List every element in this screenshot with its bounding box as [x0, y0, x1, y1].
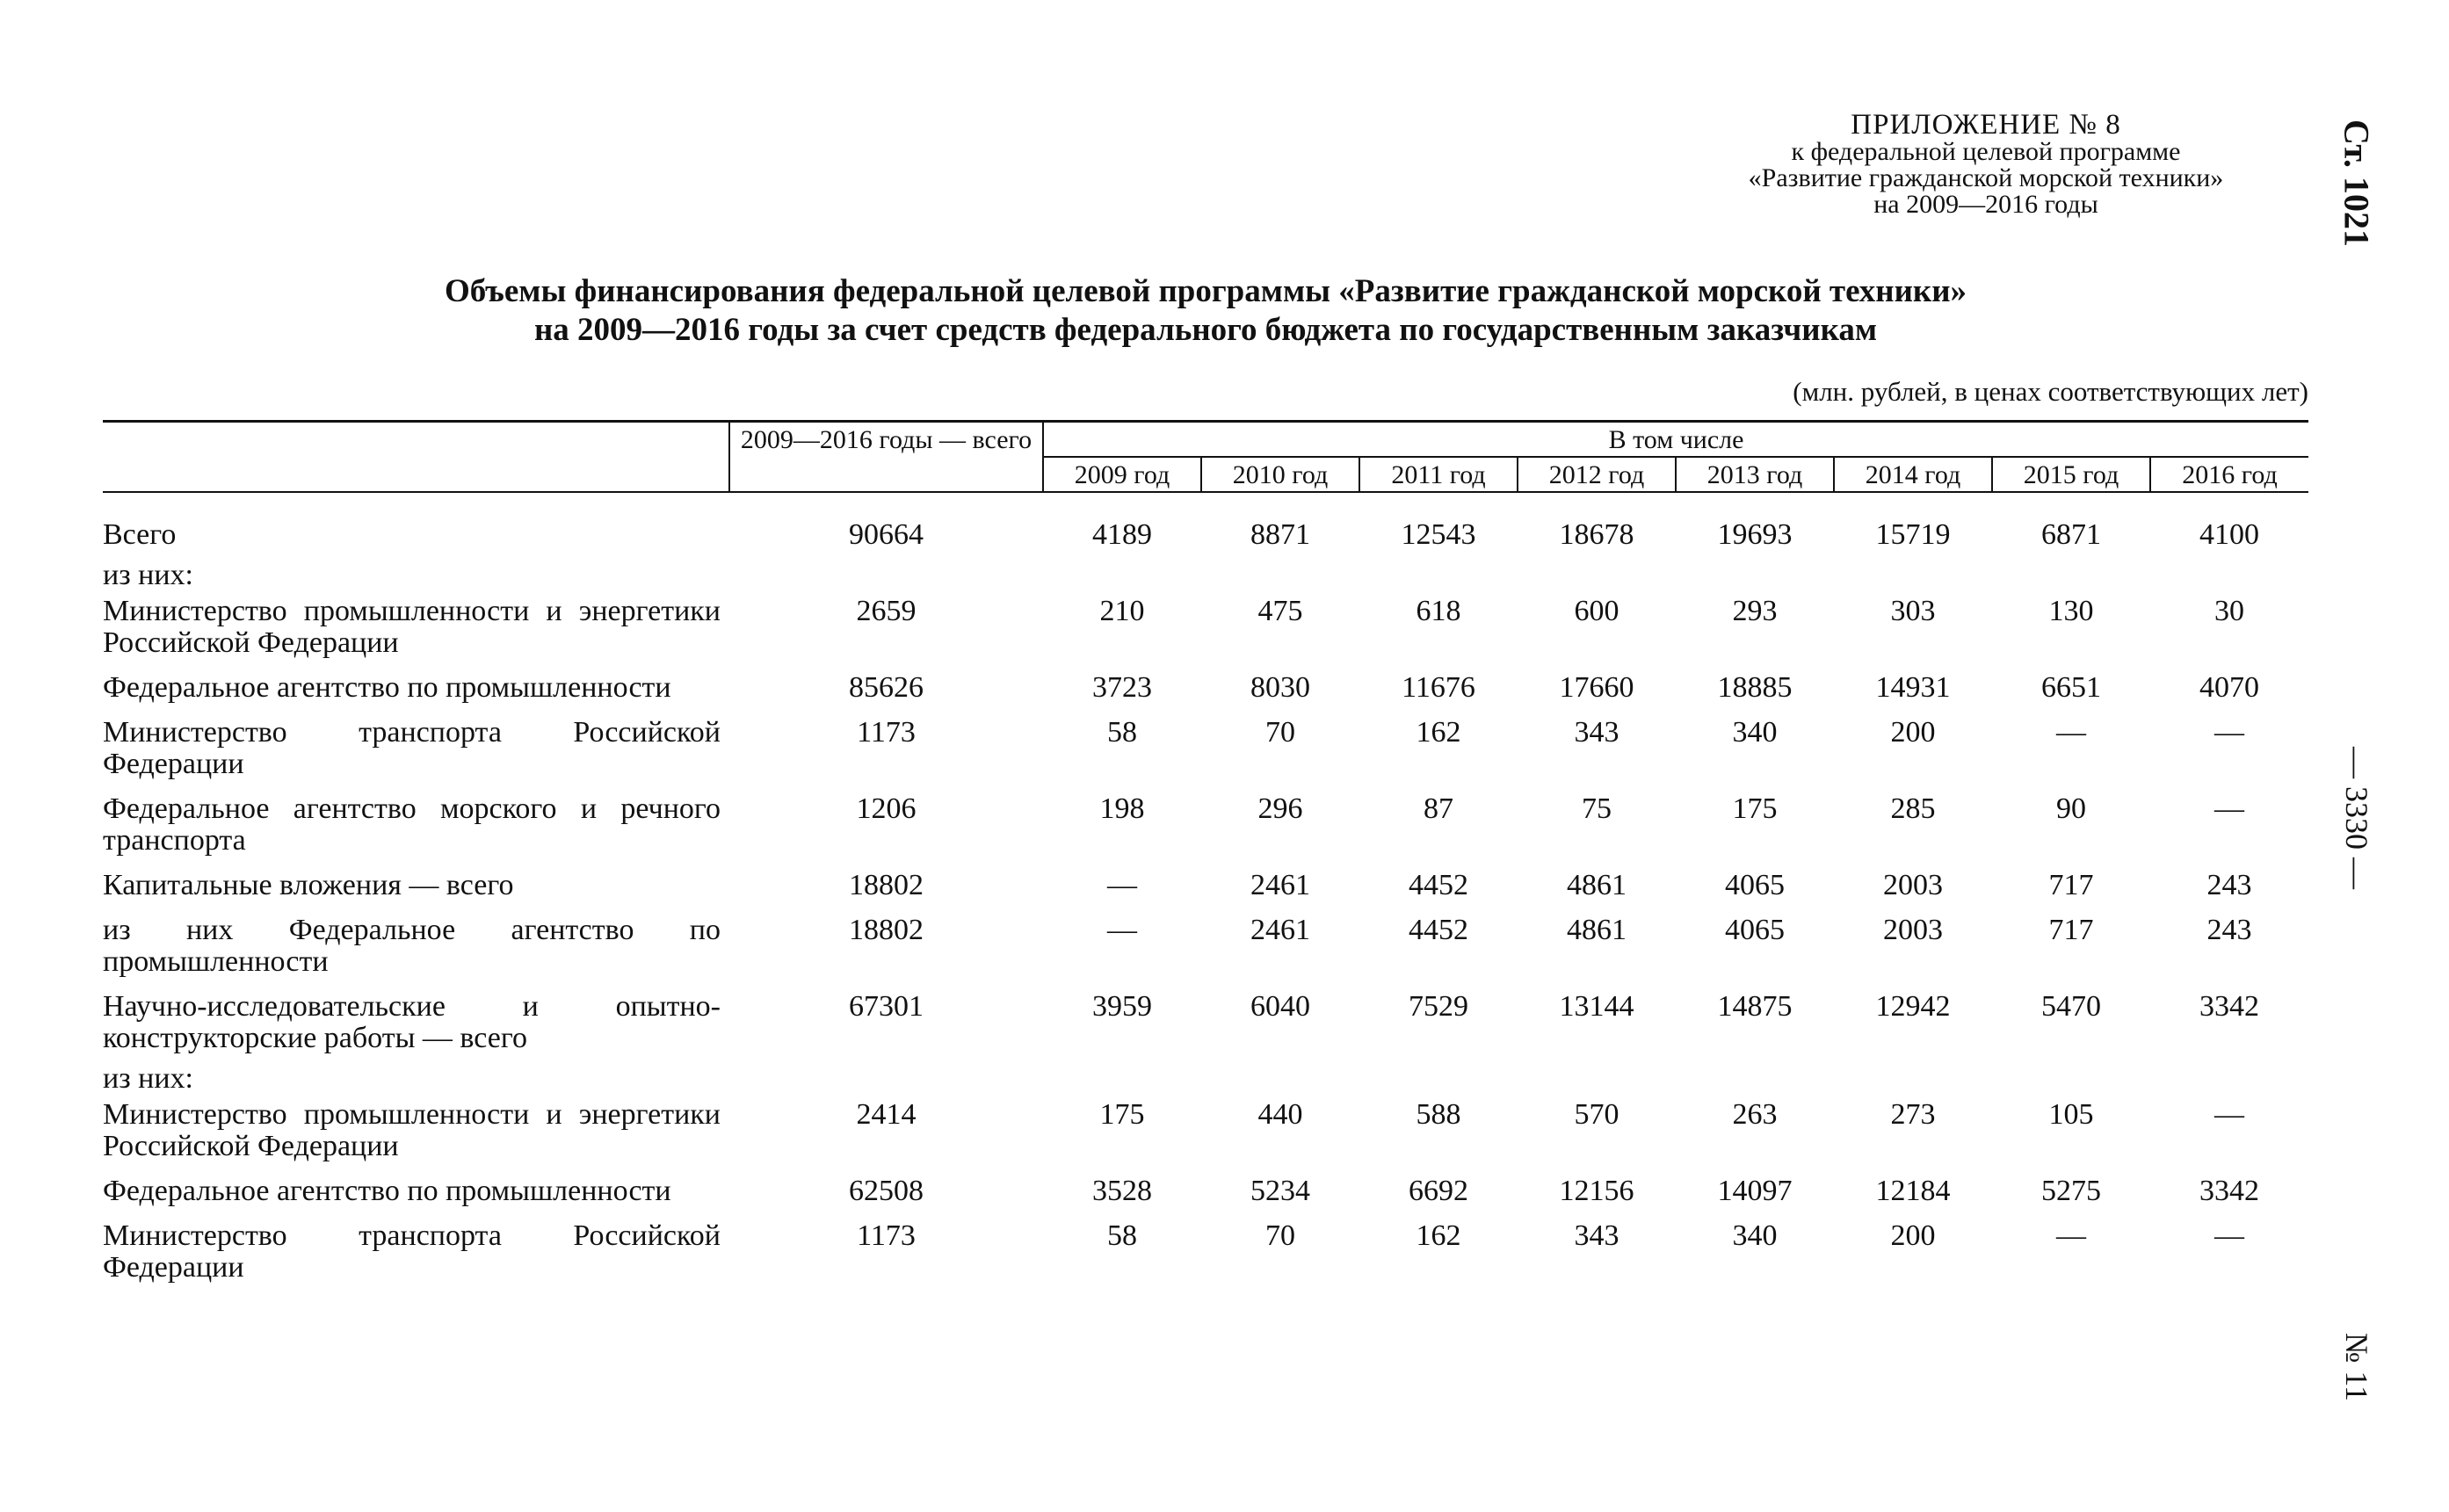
- row-value: 717: [2048, 914, 2094, 946]
- table-row: [103, 910, 2308, 987]
- row-value: 105: [2048, 1098, 2094, 1131]
- header-name-column: [103, 422, 729, 493]
- row-value: —: [2214, 716, 2244, 749]
- header-year: 2015 год: [1992, 457, 2150, 492]
- row-name: из них Федеральное агентство по промышленности: [103, 914, 721, 978]
- row-value: 75: [1582, 792, 1612, 825]
- row-name: Министерство транспорта Российской Федерации: [103, 716, 721, 780]
- row-name: Всего: [103, 518, 177, 551]
- row-total: 1173: [857, 1219, 916, 1252]
- row-name: из них:: [103, 559, 193, 591]
- appendix-block: [1652, 111, 2320, 218]
- row-name: из них:: [103, 1062, 193, 1095]
- row-value: —: [2214, 1219, 2244, 1252]
- row-value: 12156: [1559, 1175, 1634, 1207]
- page-number: — 3330 —: [2339, 747, 2374, 889]
- row-value: 296: [1257, 792, 1303, 825]
- row-value: 162: [1416, 716, 1461, 749]
- row-value: 12942: [1875, 990, 1951, 1023]
- header-year: 2011 год: [1359, 457, 1518, 492]
- document-title: [103, 272, 2308, 350]
- appendix-line-2: «Развитие гражданской морской техники»: [1748, 163, 2224, 192]
- appendix-line-1: к федеральной целевой программе: [1791, 137, 2181, 166]
- row-value: 87: [1424, 792, 1453, 825]
- row-value: 15719: [1875, 518, 1951, 551]
- row-value: 6692: [1409, 1175, 1468, 1207]
- table-row: [103, 789, 2308, 865]
- row-value: 3723: [1092, 671, 1152, 704]
- financing-table: [103, 420, 2308, 1292]
- row-name: Федеральное агентство по промышленности: [103, 671, 671, 704]
- row-total: 90664: [849, 518, 924, 551]
- row-value: 4070: [2199, 671, 2259, 704]
- row-value: 4861: [1567, 914, 1627, 946]
- table-row: [103, 668, 2308, 713]
- row-value: 70: [1265, 716, 1295, 749]
- row-total: 18802: [849, 914, 924, 946]
- row-name: Министерство промышленности и энергетики Российской Федерации: [103, 1098, 721, 1162]
- table-row: [103, 987, 2308, 1063]
- row-value: —: [2056, 1219, 2086, 1252]
- row-value: 5470: [2041, 990, 2101, 1023]
- header-year: 2013 год: [1676, 457, 1834, 492]
- row-value: 570: [1574, 1098, 1619, 1131]
- row-value: 3528: [1092, 1175, 1152, 1207]
- row-value: 8871: [1250, 518, 1310, 551]
- row-value: 4452: [1409, 914, 1468, 946]
- row-value: 6871: [2041, 518, 2101, 551]
- table-row: [103, 591, 2308, 668]
- header-year: 2016 год: [2150, 457, 2308, 492]
- row-value: 3342: [2199, 990, 2259, 1023]
- row-value: 243: [2206, 869, 2252, 901]
- table-row: [103, 1095, 2308, 1171]
- row-value: —: [2056, 716, 2086, 749]
- row-value: —: [2214, 792, 2244, 825]
- row-value: 162: [1416, 1219, 1461, 1252]
- table-row-subheading: [103, 560, 2308, 591]
- table-row: [103, 492, 2308, 560]
- row-total: 67301: [849, 990, 924, 1023]
- row-value: 200: [1890, 716, 1936, 749]
- row-value: 6040: [1250, 990, 1310, 1023]
- row-value: 263: [1732, 1098, 1778, 1131]
- row-value: 618: [1416, 595, 1461, 627]
- row-total: 2414: [856, 1098, 917, 1131]
- row-value: 588: [1416, 1098, 1461, 1131]
- row-total: 85626: [849, 671, 924, 704]
- row-value: —: [1107, 914, 1137, 946]
- appendix-line-3: на 2009—2016 годы: [1873, 190, 2098, 219]
- row-value: 340: [1732, 716, 1778, 749]
- row-value: 14931: [1875, 671, 1951, 704]
- row-value: 70: [1265, 1219, 1295, 1252]
- row-value: 200: [1890, 1219, 1936, 1252]
- row-value: 8030: [1250, 671, 1310, 704]
- title-line-1: Объемы финансирования федеральной целевой программы «Развитие гражданской морской техники»: [444, 273, 1967, 309]
- row-value: 4189: [1092, 518, 1152, 551]
- row-value: 303: [1890, 595, 1936, 627]
- header-year: 2014 год: [1834, 457, 1992, 492]
- row-value: 717: [2048, 869, 2094, 901]
- row-value: 4065: [1725, 914, 1785, 946]
- table-row: [103, 713, 2308, 789]
- row-value: —: [1107, 869, 1137, 901]
- row-value: 340: [1732, 1219, 1778, 1252]
- row-value: 2461: [1250, 914, 1310, 946]
- row-total: 18802: [849, 869, 924, 901]
- row-value: 13144: [1559, 990, 1634, 1023]
- row-value: 30: [2214, 595, 2244, 627]
- row-value: 6651: [2041, 671, 2101, 704]
- row-value: 210: [1099, 595, 1145, 627]
- row-value: 12184: [1875, 1175, 1951, 1207]
- row-total: 62508: [849, 1175, 924, 1207]
- row-value: 2461: [1250, 869, 1310, 901]
- appendix-heading: ПРИЛОЖЕНИЕ № 8: [1851, 109, 2121, 141]
- issue-number: № 11: [2339, 1332, 2374, 1401]
- row-value: 2003: [1883, 914, 1943, 946]
- row-value: 58: [1107, 1219, 1137, 1252]
- header-group: В том числе: [1043, 422, 2308, 458]
- units-note: (млн. рублей, в ценах соответствующих лет): [1793, 376, 2308, 407]
- table-row: [103, 1216, 2308, 1292]
- row-value: 600: [1574, 595, 1619, 627]
- table-body: [103, 492, 2308, 1292]
- row-value: —: [2214, 1098, 2244, 1131]
- row-name: Федеральное агентство морского и речного транспорта: [103, 792, 721, 857]
- row-value: 7529: [1409, 990, 1468, 1023]
- row-value: 3342: [2199, 1175, 2259, 1207]
- row-name: Научно-исследовательские и опытно-конструкторские работы — всего: [103, 990, 721, 1054]
- header-year: 2012 год: [1518, 457, 1676, 492]
- row-value: 5275: [2041, 1175, 2101, 1207]
- row-value: 2003: [1883, 869, 1943, 901]
- header-year: 2010 год: [1201, 457, 1359, 492]
- row-total: 1206: [856, 792, 917, 825]
- row-value: 58: [1107, 716, 1137, 749]
- row-value: 475: [1257, 595, 1303, 627]
- row-value: 343: [1574, 716, 1619, 749]
- table-row-subheading: [103, 1063, 2308, 1095]
- row-value: 4100: [2199, 518, 2259, 551]
- row-name: Министерство транспорта Российской Федерации: [103, 1219, 721, 1284]
- row-total: 1173: [857, 716, 916, 749]
- table-header: [103, 422, 2308, 493]
- row-name: Министерство промышленности и энергетики Российской Федерации: [103, 595, 721, 659]
- row-value: 175: [1099, 1098, 1145, 1131]
- row-value: 293: [1732, 595, 1778, 627]
- title-line-2: на 2009—2016 годы за счет средств федерального бюджета по государственным заказчикам: [533, 312, 1878, 348]
- header-total: 2009—2016 годы — всего: [729, 422, 1043, 493]
- row-value: 4065: [1725, 869, 1785, 901]
- row-value: 4452: [1409, 869, 1468, 901]
- row-value: 343: [1574, 1219, 1619, 1252]
- table-row: [103, 865, 2308, 910]
- page-reference: Ст. 1021: [2337, 119, 2377, 247]
- row-name: Федеральное агентство по промышленности: [103, 1175, 671, 1207]
- row-value: 3959: [1092, 990, 1152, 1023]
- row-value: 198: [1099, 792, 1145, 825]
- row-name: Капитальные вложения — всего: [103, 869, 514, 901]
- row-value: 19693: [1717, 518, 1793, 551]
- row-value: 14097: [1717, 1175, 1793, 1207]
- row-value: 285: [1890, 792, 1936, 825]
- row-value: 4861: [1567, 869, 1627, 901]
- row-value: 5234: [1250, 1175, 1310, 1207]
- row-value: 273: [1890, 1098, 1936, 1131]
- table-row: [103, 1171, 2308, 1216]
- row-value: 18885: [1717, 671, 1793, 704]
- row-value: 14875: [1717, 990, 1793, 1023]
- row-value: 243: [2206, 914, 2252, 946]
- row-value: 17660: [1559, 671, 1634, 704]
- row-value: 90: [2056, 792, 2086, 825]
- row-value: 175: [1732, 792, 1778, 825]
- row-value: 18678: [1559, 518, 1634, 551]
- row-total: 2659: [856, 595, 917, 627]
- row-value: 12543: [1401, 518, 1476, 551]
- row-value: 130: [2048, 595, 2094, 627]
- row-value: 11676: [1402, 671, 1475, 704]
- header-year: 2009 год: [1043, 457, 1201, 492]
- row-value: 440: [1257, 1098, 1303, 1131]
